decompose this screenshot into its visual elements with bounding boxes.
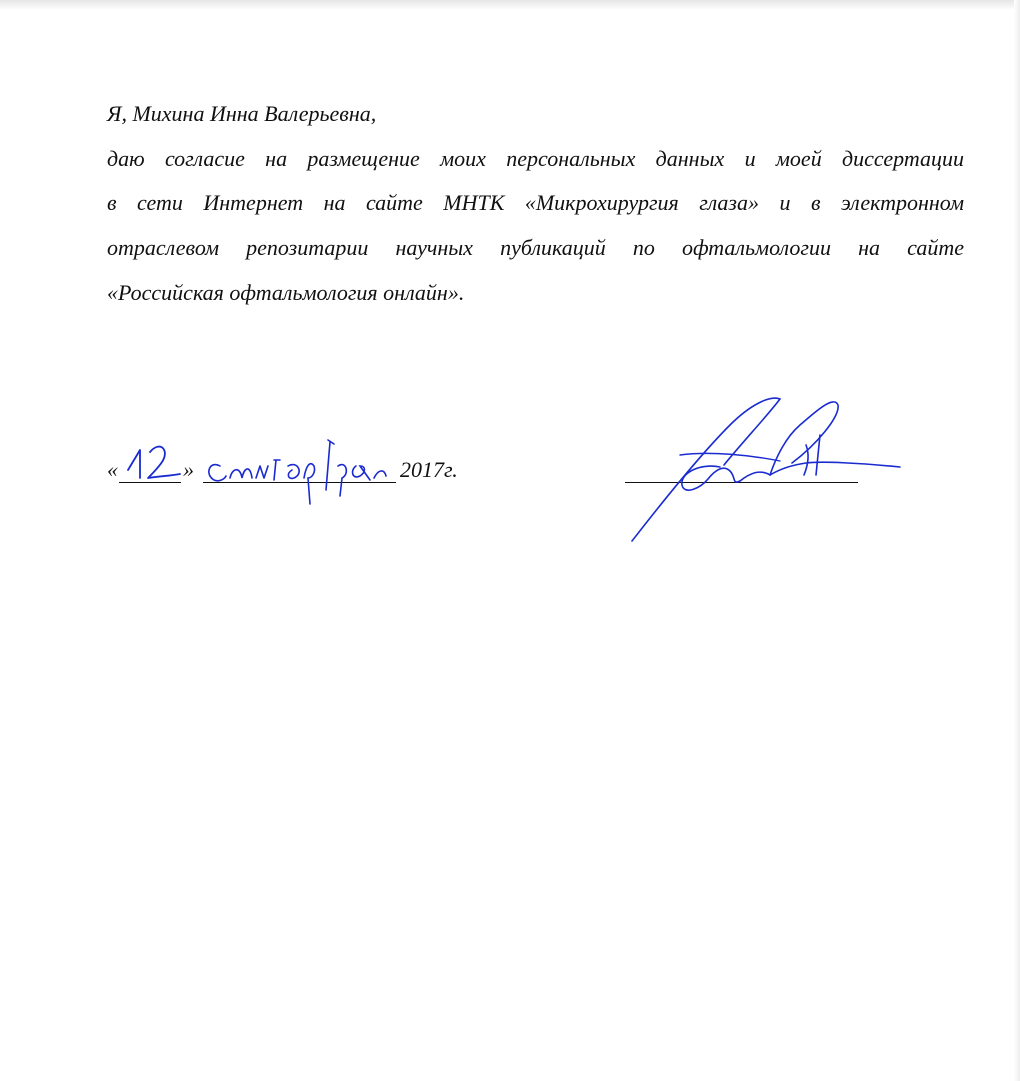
body-line-4: «Российская офтальмология онлайн». [107,280,465,305]
signature [620,385,910,550]
scan-edge-top [0,0,1020,10]
name-line: Я, Михина Инна Валерьевна, [107,101,377,126]
body-line-1: даю согласие на размещение моих персональных данных и моей диссертации [107,146,964,171]
body-line-2: в сети Интернет на сайте МНТК «Микрохирургия глаза» и в электронном [107,190,964,215]
date-year: 2017г. [400,457,458,482]
date-open-quote: « [107,457,118,482]
handwritten-day [120,430,190,490]
handwritten-month [200,430,400,510]
date-close-quote: » [183,457,194,482]
scan-edge-right [1014,0,1020,1081]
body-line-3: отраслевом репозитарии научных публикаций по офтальмологии на сайте [107,235,964,260]
